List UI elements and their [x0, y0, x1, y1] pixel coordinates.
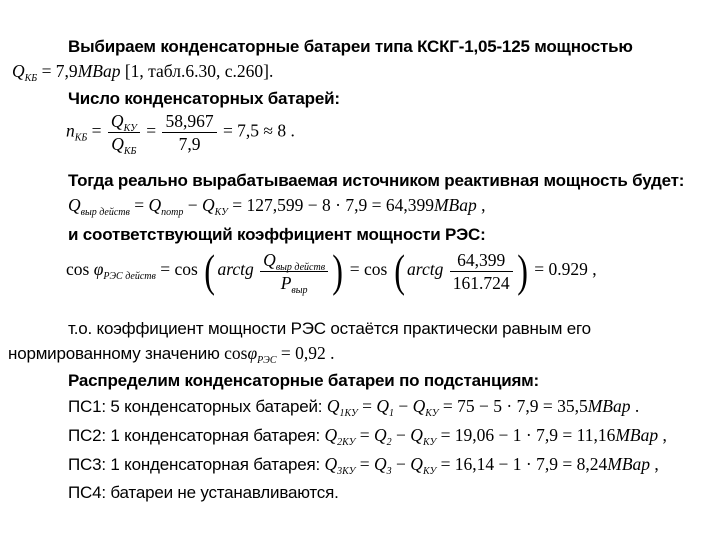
numerator-value: 64,399: [450, 250, 513, 272]
unit: МВар: [607, 454, 651, 474]
generated-formula: [68, 194, 485, 216]
pf-heading: и соответствующий коэффициент мощности РЭС:: [68, 225, 486, 244]
row-calc: = 19,06 − 1 · 7,9 = 11,16: [436, 425, 616, 445]
q-subscript: 3: [386, 466, 392, 477]
punctuation: ,: [650, 454, 659, 474]
equals-sign: =: [87, 120, 106, 141]
q-subscript: КУ: [214, 207, 228, 218]
substation-row: [68, 424, 667, 447]
conclusion-line-2: [8, 342, 335, 365]
q-unit: МВар: [77, 61, 121, 81]
pf-result: = 0.929 ,: [529, 259, 597, 280]
phi-symbol: φ: [93, 259, 104, 280]
q-subscript: 2КУ: [337, 437, 356, 448]
equals-sign: =: [357, 396, 377, 416]
unit: МВар: [615, 425, 659, 445]
left-paren: (: [394, 245, 405, 296]
unit: МВар: [433, 195, 477, 215]
cos-label: cos: [224, 343, 248, 363]
count-heading: Число конденсаторных батарей:: [68, 89, 340, 108]
substation-row: [68, 395, 639, 418]
q-symbol: Q: [148, 195, 162, 215]
fraction-symbolic: [260, 249, 328, 296]
q-subscript: КУ: [422, 437, 437, 448]
q-reference: [1, табл.6.30, с.260].: [120, 61, 274, 81]
substation-row: [68, 453, 659, 476]
q-symbol: Q: [12, 61, 25, 81]
right-paren: ): [332, 245, 344, 296]
numerator-subscript: КУ: [123, 123, 137, 134]
q-symbol: Q: [324, 454, 338, 474]
count-result: = 7,5 ≈ 8 .: [218, 120, 295, 141]
minus-sign: −: [391, 454, 411, 474]
q-symbol: Q: [376, 396, 390, 416]
n-symbol: n: [66, 120, 75, 141]
q-subscript: КУ: [425, 408, 439, 419]
equals-sign: =: [141, 120, 161, 141]
q-symbol: Q: [412, 396, 426, 416]
punctuation: ,: [476, 195, 486, 215]
phi-subscript: РЭС: [257, 355, 277, 366]
q-symbol: Q: [326, 396, 340, 416]
arctg-label: arctg: [407, 259, 444, 280]
row-calc: = 75 − 5 · 7,9 = 35,5: [438, 396, 588, 416]
q-symbol: Q: [324, 425, 338, 445]
q-symbol: Q: [374, 425, 387, 445]
equals-sign: =: [355, 425, 375, 445]
numerator-symbol: Q: [263, 249, 276, 270]
denominator-subscript: КБ: [123, 146, 137, 157]
phi-symbol: φ: [247, 343, 258, 363]
equals-sign: =: [129, 195, 149, 215]
left-paren: (: [204, 245, 216, 296]
fraction-numeric: [450, 250, 513, 293]
minus-sign: −: [391, 425, 411, 445]
q-symbol: Q: [410, 425, 423, 445]
q-symbol: Q: [374, 454, 387, 474]
q-symbol: Q: [202, 195, 215, 215]
minus-sign: −: [183, 195, 202, 215]
q-subscript: потр: [161, 207, 184, 218]
punctuation: ,: [658, 425, 667, 445]
denominator-symbol: P: [280, 272, 292, 293]
fraction-numeric: [162, 111, 216, 154]
generated-calc: = 127,599 − 8 · 7,9 = 64,399: [227, 195, 434, 215]
pf-formula: [66, 245, 597, 296]
equals-cos: = cos: [155, 259, 198, 280]
q-subscript: 2: [386, 437, 392, 448]
equals-sign: =: [355, 454, 375, 474]
q-subscript: выр действ: [80, 207, 130, 218]
numerator-subscript: выр действ: [275, 261, 326, 273]
fraction-symbolic: [108, 111, 140, 157]
denominator-symbol: Q: [111, 134, 124, 154]
q-symbol: Q: [68, 195, 81, 215]
q-subscript: 1КУ: [339, 408, 358, 419]
arctg-label: arctg: [217, 259, 254, 280]
normalized-value: = 0,92 .: [276, 343, 335, 363]
unit: МВар: [587, 396, 631, 416]
conclusion-line: т.о. коэффициент мощности РЭС остаётся практически равным его: [68, 319, 591, 338]
q-symbol: Q: [410, 454, 423, 474]
phi-subscript: РЭС действ: [103, 271, 156, 283]
n-subscript: КБ: [74, 132, 88, 144]
numerator-symbol: Q: [110, 111, 124, 131]
row-label: ПС1: 5 конденсаторных батарей:: [68, 397, 327, 416]
row-label: ПС3: 1 конденсаторная батарея:: [68, 455, 325, 474]
q-subscript: 3КУ: [337, 466, 356, 477]
q-value: = 7,9: [37, 61, 78, 81]
equals-cos: = cos: [345, 259, 388, 280]
q-subscript: КБ: [24, 73, 38, 84]
q-subscript: 1: [389, 408, 395, 419]
denominator-subscript: выр: [291, 284, 308, 296]
row-calc: = 16,14 − 1 · 7,9 = 8,24: [436, 454, 608, 474]
cos-label: cos: [66, 259, 94, 280]
numerator-value: 58,967: [162, 111, 216, 133]
minus-sign: −: [394, 396, 413, 416]
distribution-heading: Распределим конденсаторные батареи по подстанциям:: [68, 371, 540, 390]
q-subscript: КУ: [422, 466, 437, 477]
conclusion-text: нормированному значению: [8, 344, 225, 363]
count-formula: [66, 111, 295, 157]
generated-heading: Тогда реально вырабатываемая источником реактивная мощность будет:: [68, 171, 685, 190]
right-paren: ): [516, 245, 528, 296]
punctuation: .: [630, 396, 640, 416]
intro-line: Выбираем конденсаторные батареи типа КСКГ-1,05-125 мощностью: [68, 37, 633, 56]
row-label: ПС2: 1 конденсаторная батарея:: [68, 426, 325, 445]
denominator-value: 161.724: [452, 272, 510, 293]
denominator-value: 7,9: [178, 134, 201, 154]
ps4-line: ПС4: батареи не устанавливаются.: [68, 483, 339, 502]
q-kb-formula: [12, 60, 273, 82]
